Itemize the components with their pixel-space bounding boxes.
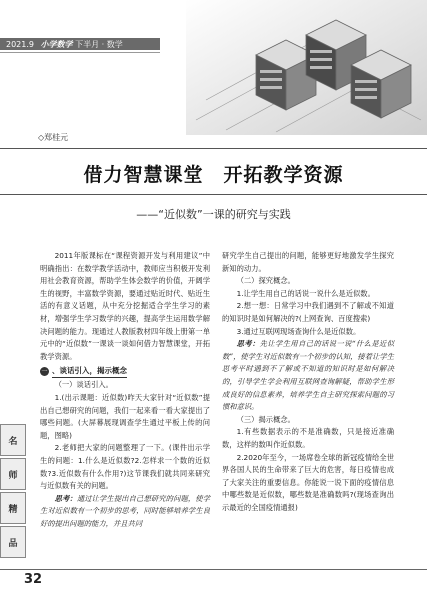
intro-paragraph: 2011年版课标在“课程资源开发与利用建议”中明确指出：在数学教学活动中，教师应当积极开发利用社会教育资源，帮助学生体会数学的价值，开阔学生的视野，丰富数学资源，要通过贴近时代、贴近生活的有意义话题，从中充分挖掘适合学生学习的素材，增强学生学习数学的兴趣，提高学生运用数学解决问题的能力。现通过人教版教材四年级上册第一单元中的“近似数”一课谈一谈如何借力智慧课堂，开拓教学资源。 <box>40 251 210 361</box>
subsection-heading: （三）揭示概念。 <box>236 414 295 424</box>
reflection-label: 思考： <box>54 493 77 503</box>
reflection-paragraph <box>40 493 210 531</box>
header-divider <box>0 52 160 53</box>
subtitle: ——“近似数”一课的研究与实践 <box>136 208 291 221</box>
issue-label: 2021.9 <box>6 40 34 49</box>
paragraph: 1.有些数据表示的不是准确数，只是接近准确数，这样的数叫作近似数。 <box>222 427 394 449</box>
title-bottom-rule <box>0 194 427 195</box>
paragraph: 研究学生自己提出的问题，能够更好地激发学生探究新知的动力。 <box>222 251 394 273</box>
footer-rule <box>0 569 427 570</box>
paragraph: 1.让学生用自己的话说一说什么是近似数。 <box>236 288 375 298</box>
side-tab-char: 师 <box>0 458 26 490</box>
page-number: 32 <box>24 572 43 587</box>
section-number: 一 <box>41 367 48 375</box>
author: ◇郑桂元 <box>38 133 69 142</box>
paragraph: 2.想一想：日常学习中我们遇到不了解或不知道的知识时是如何解决的?(上网查询、百度搜索) <box>222 301 394 323</box>
side-tab-char: 名 <box>0 424 26 456</box>
side-tab-char: 品 <box>0 526 26 558</box>
side-tab-char: 精 <box>0 492 26 524</box>
right-column <box>222 250 394 514</box>
left-column <box>40 250 210 530</box>
reflection-text: 通过让学生提出自己想研究的问题，使学生对近似数有一个初步的思考，同时能够培养学生良好的提出问题的能力，并且共同 <box>40 493 211 528</box>
server-cubes-icon <box>186 0 427 135</box>
reflection-text: 先让学生用自己的话说一说“什么是近似数”，使学生对近似数有一个初步的认知，接着让学生思考平时遇到不了解或不知道的知识时是如何解决的，引导学生学会利用互联网查询解疑，帮助学生形成良好的信息素养，培养学生自主研究探索问题的习惯和意识。 <box>222 339 395 412</box>
section-title: 、谈话引入，揭示概念 <box>52 365 127 379</box>
subsection-heading: （一）谈话引入。 <box>54 380 113 390</box>
paragraph: 3.通过互联网现场查询什么是近似数。 <box>236 326 361 336</box>
page-title: 借力智慧课堂 开拓教学资源 <box>83 164 344 186</box>
title-top-rule <box>0 148 427 149</box>
header-text <box>6 38 123 50</box>
paragraph: 1.(出示课题：近似数)昨天大家针对“近似数”提出自己想研究的问题，我们一起来看一看大家提出了哪些问题。(大屏幕展现调查学生通过平板上传的问题，图略) <box>40 392 210 440</box>
side-tab <box>0 424 28 560</box>
magazine-brand: 小学数学 <box>40 39 73 49</box>
paragraph: 2.老师把大家的问题整理了一下。(课件出示学生的问题：1.什么是近似数?2.怎样求一个数的近似数?3.近似数有什么作用?)这节课我们就共同来研究与近似数有关的问题。 <box>40 443 210 491</box>
reflection-label: 思考： <box>236 339 260 349</box>
section-label: 下半月 · 数学 <box>75 40 123 49</box>
reflection-paragraph <box>222 338 394 414</box>
subsection-heading: （二）探究概念。 <box>236 276 295 286</box>
paragraph: 2.2020年至今，一场席卷全球的新冠疫情给全世界各国人民的生命带来了巨大的危害，每日疫情也成了大家关注的重要信息。你能说一说下面的疫情信息中哪些数是近似数，哪些数是准确数吗?(现场查询出示最近的全国疫情通报) <box>222 452 394 512</box>
section-heading <box>40 364 210 378</box>
